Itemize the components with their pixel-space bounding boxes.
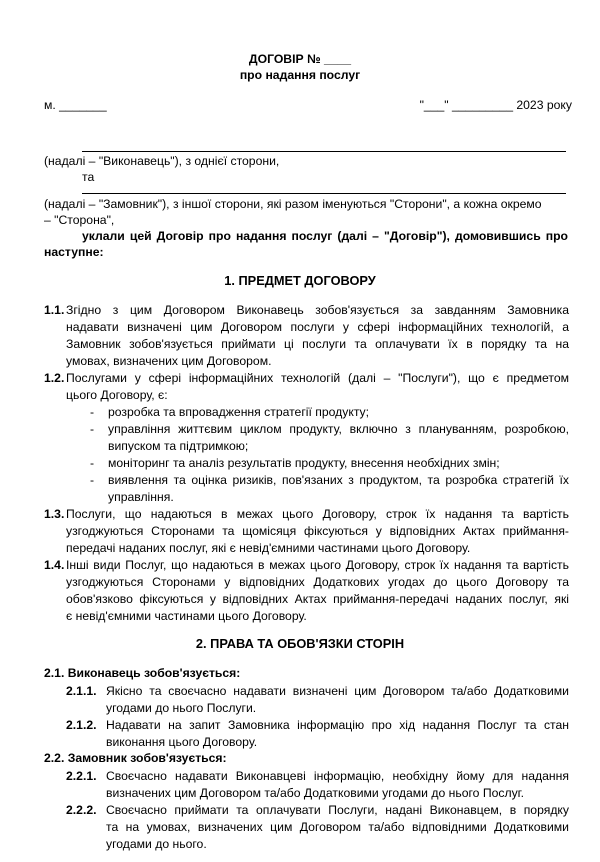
contractor-suffix: (надалі – "Виконавець"), з однієї сторони, <box>44 154 280 168</box>
clause-2-1-1-number: 2.1.1. <box>66 684 97 698</box>
clause-2-1-heading: 2.1. Виконавець зобов'язується: <box>44 666 241 680</box>
customer-name-line <box>82 193 566 194</box>
document-subtitle: про надання послуг <box>239 68 361 82</box>
clause-1-1-number: 1.1. <box>44 303 65 317</box>
city-field: м. _______ <box>44 98 107 112</box>
clause-1-4-number: 1.4. <box>44 558 65 572</box>
customer-suffix-line1: (надалі – "Замовник"), з іншої сторони, які разом іменуються "Сторони", а кожна окремо <box>44 197 542 211</box>
bullet-dash: - <box>90 422 95 436</box>
bullet-dash: - <box>90 456 95 470</box>
document-title: ДОГОВІР № ____ <box>248 52 352 66</box>
bullet-item: моніторинг та аналіз результатів продукту, внесення необхідних змін; <box>108 456 500 470</box>
agreed-line2: наступне: <box>44 245 104 259</box>
clause-1-4-text: Інші види Послуг, що надаються в межах цього Договору, строк їх надання та вартість узгоджуються Сторонами у відповідних Додаткових угодах до цього Договору та обов'язково фіксуються у відповідних Актах приймання-передачі наданих послуг, які є невід'ємними частинами цього Договору. <box>66 558 569 623</box>
clause-1-3-number: 1.3. <box>44 507 65 521</box>
clause-2-1-1-text: Якісно та своєчасно надавати визначені цим Договором та/або Додатковими угодами до нього Послуги. <box>106 684 569 715</box>
bullet-item: виявлення та оцінка ризиків, пов'язаних з продуктом, та розробка стратегій їх управління. <box>108 473 569 504</box>
bullet-item: управління життєвим циклом продукту, включно з плануванням, розробкою, випуском та підтримкою; <box>108 422 569 453</box>
section2-title: 2. ПРАВА ТА ОБОВ'ЯЗКИ СТОРІН <box>195 636 405 651</box>
clause-1-2-text: Послугами у сфері інформаційних технологій (далі – "Послуги"), що є предметом цього Договору, є: <box>66 371 569 402</box>
clause-2-1-2-text: Надавати на запит Замовника інформацію про хід надання Послуг та стан виконання цього Договору. <box>106 718 569 749</box>
clause-2-2-2-number: 2.2.2. <box>66 803 97 817</box>
agreed-line1: уклали цей Договір про надання послуг (далі – "Договір"), домовившись про <box>82 229 568 243</box>
customer-suffix-line2: – "Сторона", <box>44 213 115 227</box>
clause-2-2-heading: 2.2. Замовник зобов'язується: <box>44 751 227 765</box>
contractor-name-line <box>82 151 566 152</box>
clause-2-2-1-number: 2.2.1. <box>66 769 97 783</box>
clause-1-3-text: Послуги, що надаються в межах цього Договору, строк їх надання та вартість узгоджуються Сторонами та щомісяця фіксуються у відповідних Актах приймання- передачі наданих послуг, які є невід'ємними частинами цього Договору. <box>66 507 569 555</box>
and-text: та <box>82 170 95 184</box>
clause-1-2-number: 1.2. <box>44 371 65 385</box>
clause-2-1-2-number: 2.1.2. <box>66 718 97 732</box>
date-field: "___" _________ 2023 року <box>419 98 572 112</box>
clause-2-2-2-text: Своєчасно приймати та оплачувати Послуги, надані Виконавцем, в порядку та на умовах, визначених цим Договором та/або відповідними Додатковими угодами до нього. <box>106 803 569 851</box>
bullet-dash: - <box>90 473 95 487</box>
clause-1-1-text: Згідно з цим Договором Виконавець зобов'язується за завданням Замовника надавати визначені цим Договором послуги у сфері інформаційних технологій, а Замовник зобов'язується приймати ці послуги та оплачувати їх в порядку та на умовах, визначених цим Договором. <box>66 303 569 368</box>
bullet-dash: - <box>90 405 95 419</box>
clause-2-2-1-text: Своєчасно надавати Виконавцеві інформацію, необхідну йому для надання визначених цим Договором та/або Додатковими угодами до нього Послуг. <box>106 769 569 800</box>
bullet-item: розробка та впровадження стратегії продукту; <box>108 405 370 419</box>
section1-title: 1. ПРЕДМЕТ ДОГОВОРУ <box>224 273 376 288</box>
